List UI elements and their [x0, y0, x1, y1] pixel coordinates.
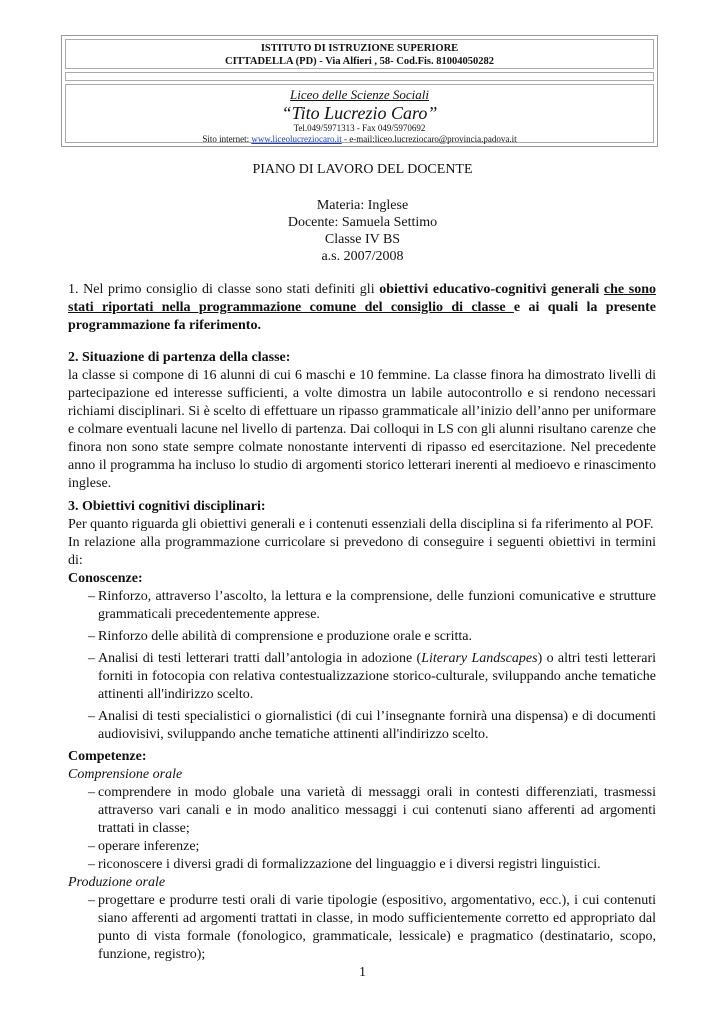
school-name: “Tito Lucrezio Caro”	[281, 103, 438, 123]
list-item	[68, 650, 656, 704]
letterhead	[61, 35, 658, 147]
produzione-list	[68, 892, 656, 964]
section-2	[68, 349, 656, 493]
conoscenze-list	[68, 588, 656, 744]
item-3-text-a: Analisi di testi letterari tratti dall’antologia in adozione (	[98, 651, 422, 666]
institute-name: ISTITUTO DI ISTRUZIONE SUPERIORE	[260, 43, 459, 54]
item-3-text-b: ) o altri testi letterari forniti in fotocopia con relativa contestualizzazione storico-culturale, sviluppando anche tematiche attinenti all'indirizzo scelto.	[98, 651, 656, 702]
year-line: a.s. 2007/2008	[321, 249, 404, 264]
list-item: – Rinforzo, attraverso l’ascolto, la lettura e la comprensione, delle funzioni comunicative e strutture grammaticali precedentemente apprese.	[68, 588, 656, 624]
list-item: – riconoscere i diversi gradi di formalizzazione del linguaggio e i diversi registri linguistici.	[68, 856, 656, 874]
document-title: PIANO DI LAVORO DEL DOCENTE	[252, 162, 473, 177]
list-item: – progettare e produrre testi orali di varie tipologie (espositivo, argomentativo, ecc.), i cui contenuti siano afferenti ad argomenti trattati in classe, in modo sufficientemente corretto ed appropriato dal punto di vista formale (fonologico, grammaticale, lessicale) e pragmatico (destinatario, scopo, funzione, registro);	[68, 892, 656, 964]
section-1-text-a: Nel primo consiglio di classe sono stati definiti gli	[78, 282, 380, 297]
school-phone: Tel.049/5971313 - Fax 049/5970692	[293, 123, 426, 133]
subject-line: Materia: Inglese	[316, 198, 409, 213]
section-3	[68, 498, 656, 964]
document-meta	[0, 197, 725, 265]
section-2-heading: 2. Situazione di partenza della classe:	[68, 350, 291, 365]
page-number: 1	[359, 965, 366, 980]
section-1-text-b: obiettivi educativo-cognitivi generali	[379, 282, 604, 297]
comprensione-heading: Comprensione orale	[68, 767, 183, 782]
teacher-line: Docente: Samuela Settimo	[287, 215, 438, 230]
school-type: Liceo delle Scienze Sociali	[290, 87, 429, 102]
site-label: Sito internet:	[202, 134, 252, 144]
conoscenze-heading: Conoscenze:	[68, 571, 143, 586]
school-web-contacts	[66, 134, 653, 145]
section-3-paragraph-2: In relazione alla programmazione curricolare si prevedono di conseguire i seguenti obiettivi in termini di:	[68, 535, 656, 568]
section-2-body: la classe si compone di 16 alunni di cui 6 maschi e 10 femmine. La classe finora ha dimostrato livelli di partecipazione ed interesse sufficienti, a volte dimostra un labile autocontrollo e si rendono necessari richiami disciplinari. Si è scelto di effettuare un ripasso grammaticale all’inizio dell’anno per uniformare e colmare eventuali lacune nel livello di partenza. Dai colloqui in LS con gli alunni risultano carenze che finora non sono state sempre colmate nonostante interventi di ripasso ed esercitazione. Nel precedente anno il programma ha incluso lo studio di argomenti storico letterari inerenti al medioevo e rinascimento inglese.	[68, 368, 656, 491]
letterhead-institute-row	[65, 39, 654, 69]
competenze-heading: Competenze:	[68, 749, 147, 764]
list-item: – Rinforzo delle abilità di comprensione e produzione orale e scritta.	[68, 628, 656, 646]
list-item: – comprendere in modo globale una varietà di messaggi orali in contesti differenziati, trasmessi attraverso vari canali e in modo analitico messaggi i cui contenuti siano afferenti ad argomenti trattati in classe;	[68, 784, 656, 838]
institute-address: CITTADELLA (PD) - Via Alfieri , 58- Cod.Fis. 81004050282	[224, 56, 495, 67]
letterhead-school-row	[65, 84, 654, 143]
section-1-text-c: che sono stati riportati nella programmazione comune del consiglio di classe	[68, 282, 657, 315]
section-1-text-d: e ai quali la presente programmazione fa riferimento.	[68, 300, 656, 333]
comprensione-list	[68, 784, 656, 874]
list-item: – Analisi di testi specialistici o giornalistici (di cui l’insegnante fornirà una dispensa) e di documenti audiovisivi, sviluppando anche tematiche attinenti all'indirizzo scelto.	[68, 708, 656, 744]
produzione-heading: Produzione orale	[68, 875, 166, 890]
class-line: Classe IV BS	[324, 232, 401, 247]
section-3-heading: 3. Obiettivi cognitivi disciplinari:	[68, 499, 266, 514]
list-item: – operare inferenze;	[68, 838, 656, 856]
section-3-paragraph-1: Per quanto riguarda gli obiettivi generali e i contenuti essenziali della disciplina si fa riferimento al POF.	[68, 517, 654, 532]
item-3-book-title: Literary Landscapes	[421, 651, 538, 666]
letterhead-spacer-row	[65, 72, 654, 81]
email-text: - e-mail:liceo.lucreziocaro@provincia.padova.it	[341, 134, 517, 144]
site-link[interactable]: www.liceolucreziocaro.it	[251, 134, 342, 144]
section-1-number: 1.	[68, 282, 79, 297]
section-1	[68, 281, 656, 335]
